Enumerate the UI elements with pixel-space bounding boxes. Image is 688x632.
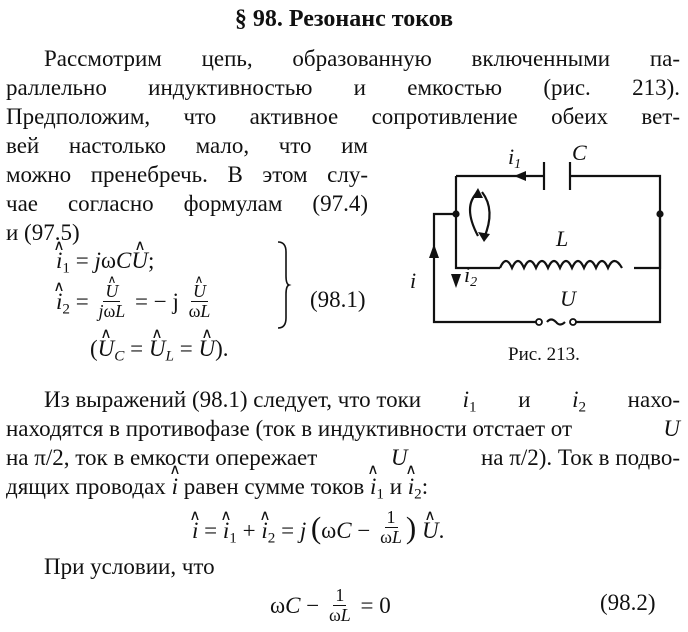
- para2-line-2: [6, 414, 680, 443]
- symbol-U-1: U: [663, 416, 680, 441]
- symbol-U-2: U: [390, 445, 408, 470]
- loop-arc-right: [482, 192, 490, 238]
- eq-i2: ∧ $i_2$ = ∧ $\frac{U}{\text{jωL}}$ = − j ∧ $\frac{U}{\omega L}$: [56, 282, 214, 322]
- inductor-coil: [500, 261, 622, 268]
- loop-arrow-down-icon: [478, 232, 490, 242]
- eq-sum: ∧ i = ∧ $i_1$ + ∧ $i_2 = j$ (ωC − $\frac{1}{\omega L}$ ) ∧ U.: [192, 508, 444, 548]
- text-line-7: и (97.5): [6, 220, 80, 245]
- para3-text: При условии, что: [44, 554, 215, 579]
- section-title: § 98. Резонанс токов: [234, 6, 454, 32]
- text-line-2: раллельно индуктивностью и емкостью (рис. 213).: [6, 75, 680, 100]
- label-i1: i1: [508, 144, 522, 172]
- terminal-left: [536, 319, 542, 325]
- para2-line-4-mid: равен сумме токов: [183, 474, 365, 499]
- eq-98-2-rhs: = 0: [360, 592, 391, 618]
- figure-caption: Рис. 213.: [508, 344, 580, 365]
- para2-line-3-tail: на π/2). Ток в подво-: [481, 445, 680, 470]
- junction-node-right: [656, 210, 663, 217]
- para2-line-4: дящих проводах ∧ i равен сумме токов ∧ $i_1$ и ∧ $i_2$:: [6, 472, 428, 501]
- eq-brace: [276, 240, 290, 330]
- para2-line-2-text: находятся в противофазе (ток в индуктивности отстает от: [6, 416, 573, 441]
- ac-source-tilde: [547, 320, 565, 325]
- label-U: U: [560, 286, 576, 311]
- circuit-wires: [434, 176, 660, 322]
- arrow-i2-icon: [451, 274, 461, 288]
- para2-line-4-and: и: [389, 474, 402, 499]
- text-line-1: Рассмотрим цепь, образованную включенными па-: [44, 46, 680, 71]
- label-i2: i2: [464, 262, 478, 290]
- word-and: и: [518, 387, 531, 412]
- eq-i1: ∧ $i_1$ = jωC∧ U;: [56, 248, 154, 274]
- junction-node-left: [452, 210, 459, 217]
- word-naho: нахо-: [627, 387, 680, 412]
- para2-line-3-text: на π/2, ток в емкости опережает: [6, 445, 318, 470]
- eq-condition: (∧ $U_C$ = ∧ $U_L$ = ∧ U).: [90, 336, 229, 362]
- terminal-right: [570, 319, 576, 325]
- loop-arc-left: [470, 192, 478, 236]
- loop-arrow-up-icon: [472, 188, 483, 198]
- arrow-i-icon: [429, 244, 439, 258]
- text-line-6: чае согласно формулам (97.4): [6, 191, 368, 216]
- text-line-3: Предположим, что активное сопротивление обеих вет-: [6, 104, 680, 129]
- para2-line-1: Из выражений (98.1) следует, что токи $i_1$ и $i_2$ нахо-: [44, 387, 680, 416]
- eq-number-98-2: (98.2): [600, 590, 656, 615]
- eq-98-2: ωC − $\frac{1}{\omega L}$ = 0: [270, 585, 391, 625]
- para2-line-1-text: Из выражений (98.1) следует, что токи: [44, 387, 422, 412]
- circuit-figure: [410, 140, 676, 335]
- label-i: i: [410, 268, 417, 293]
- arrow-i1-icon: [514, 171, 526, 181]
- para2-line-3: [6, 443, 680, 472]
- text-line-4: вей настолько мало, что им: [6, 133, 368, 158]
- label-C: C: [572, 140, 587, 165]
- label-L: L: [556, 226, 569, 251]
- eq-minus-j: = − j: [135, 288, 179, 314]
- capacitor: [544, 162, 570, 190]
- eq-number-98-1: (98.1): [310, 287, 366, 312]
- para2-line-4-text: дящих проводах: [6, 474, 166, 499]
- text-line-5: можно пренебречь. В этом слу-: [6, 162, 368, 187]
